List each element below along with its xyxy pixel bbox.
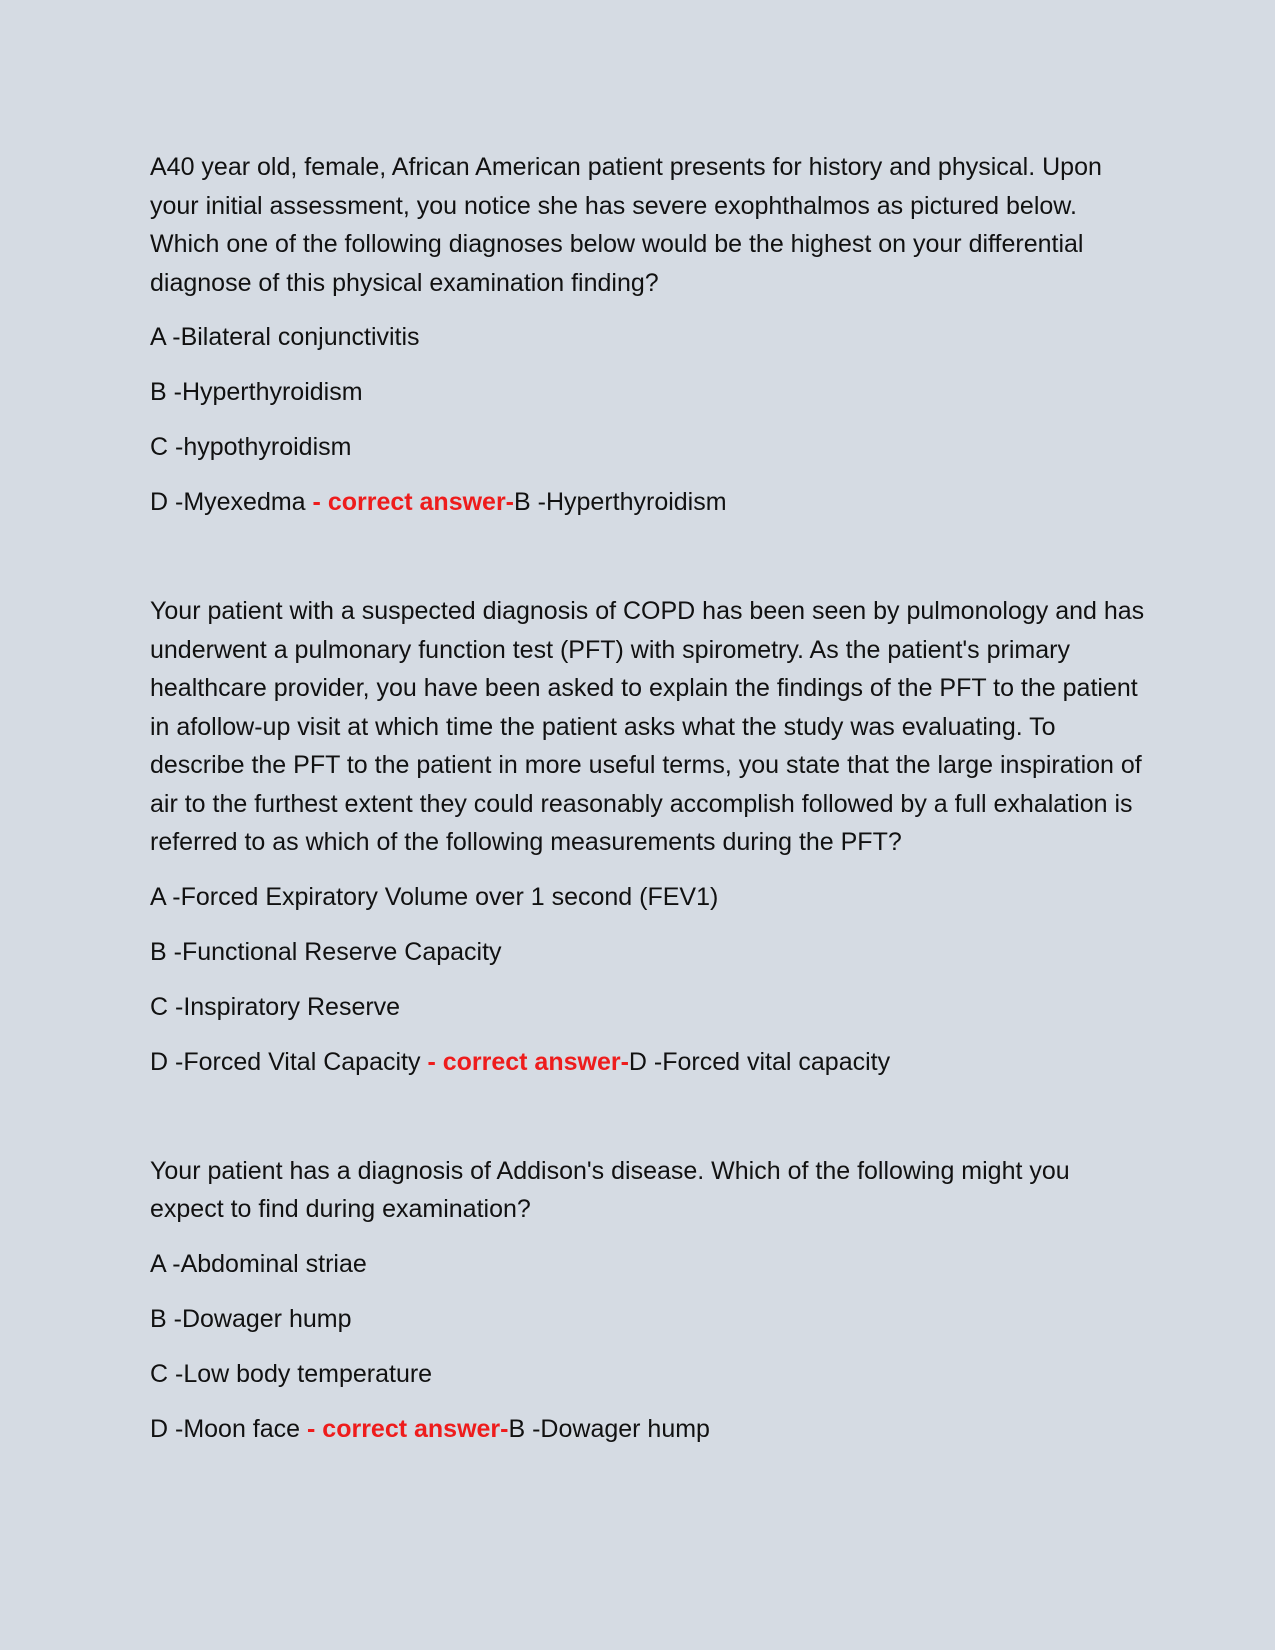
option-d: D -Myexedma [150,488,306,516]
correct-answer-marker: - correct answer- [312,488,515,516]
question-stem: Your patient has a diagnosis of Addison's disease. Which of the following might you expect to find during examination? [150,1156,1070,1223]
option-d-with-answer [150,1409,1150,1449]
option-c: C -Low body temperature [150,1359,433,1388]
question-1 [150,148,1150,522]
question-stem: Your patient with a suspected diagnosis of COPD has been seen by pulmonology and has underwent a pulmonary function test (PFT) with spirometry. As the patient's primary healthcare provider, you have been asked to explain the findings of the PFT to the patient in afollow-up visit at which time the patient asks what the study was evaluating. To describe the PFT to the patient in more useful terms, you state that the large inspiration of air to the furthest extent they could reasonably accomplish followed by a full exhalation is referred to as which of the following measurements during the PFT? [150,597,1145,856]
option-b: B -Hyperthyroidism [150,378,363,406]
option-a: A -Bilateral conjunctivitis [150,323,420,351]
correct-answer-marker: - correct answer- [427,1047,629,1076]
option-d: D -Forced Vital Capacity [150,1047,421,1076]
option-b: B -Dowager hump [150,1304,352,1333]
option-d-with-answer [150,482,1150,522]
correct-answer-text: D -Forced vital capacity [628,1047,891,1076]
option-d-with-answer [150,1042,1150,1082]
correct-answer-marker: - correct answer- [307,1414,509,1443]
correct-answer-text: B -Dowager hump [508,1414,710,1443]
correct-answer-text: B -Hyperthyroidism [514,488,727,516]
question-stem: A40 year old, female, African American patient presents for history and physical. Upon your initial assessment, you notice she has severe exophthalmos as pictured below. Which one of the following diagnoses below would be the highest on your differential diagnose of this physical examination finding? [150,153,1102,297]
option-a: A -Abdominal striae [150,1249,367,1278]
option-a: A -Forced Expiratory Volume over 1 second (FEV1) [150,882,719,911]
option-c: C -Inspiratory Reserve [150,992,401,1021]
question-3 [150,1152,1150,1449]
option-d: D -Moon face [150,1414,301,1443]
option-b: B -Functional Reserve Capacity [150,937,502,966]
question-2 [150,592,1150,1082]
document-page [150,148,1150,1519]
option-c: C -hypothyroidism [150,433,352,461]
